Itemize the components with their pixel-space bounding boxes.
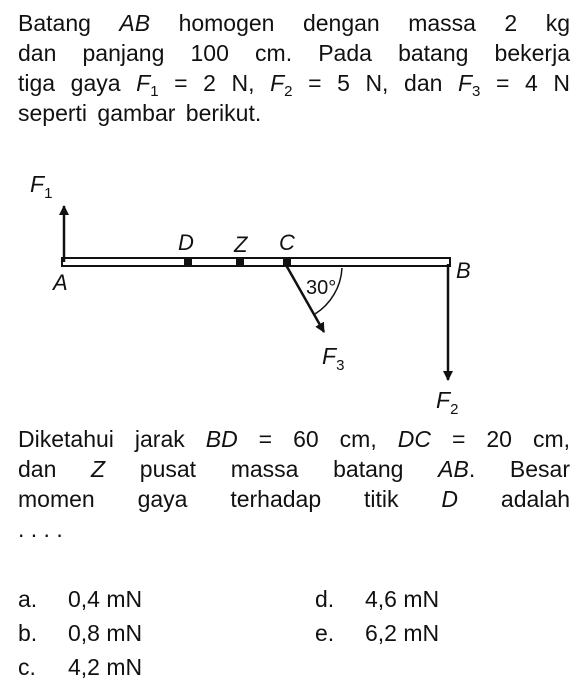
option-c[interactable] <box>18 654 142 681</box>
option-e[interactable] <box>315 620 439 647</box>
problem-intro <box>18 8 570 128</box>
point-z-marker <box>236 259 244 265</box>
intro-line-1: Batang AB homogen dengan massa 2 kg <box>18 10 570 36</box>
option-text: 6,2 mN <box>365 620 440 646</box>
option-text: 4,2 mN <box>68 654 143 680</box>
point-d-marker <box>184 259 192 265</box>
option-text: 4,6 mN <box>365 586 440 612</box>
label-a: A <box>53 270 68 295</box>
beam-diagram <box>0 160 586 422</box>
option-letter: c. <box>18 654 36 680</box>
option-d[interactable] <box>315 586 439 613</box>
label-f1: $F_1$ <box>30 171 53 202</box>
intro-line-4: seperti gambar berikut. <box>18 100 262 126</box>
option-letter: a. <box>18 586 38 612</box>
option-b[interactable] <box>18 620 142 647</box>
option-a[interactable] <box>18 586 142 613</box>
intro-line-2: dan panjang 100 cm. Pada batang bekerja <box>18 40 570 66</box>
intro-line-3: tiga gaya $F_1 = 2$ N, $F_2 = 5$ N, dan $F_3 = 4$ N <box>18 70 570 100</box>
option-text: 0,8 mN <box>68 620 143 646</box>
option-text: 0,4 mN <box>68 586 143 612</box>
problem-question <box>18 424 570 544</box>
question-line-4: . . . . <box>18 516 63 542</box>
label-f2: $F_2$ <box>436 387 459 418</box>
option-letter: b. <box>18 620 38 646</box>
question-line-2: dan Z pusat massa batang AB. Besar <box>18 456 570 482</box>
option-letter: d. <box>315 586 335 612</box>
label-c: C <box>279 230 295 255</box>
label-b: B <box>456 258 471 283</box>
option-letter: e. <box>315 620 335 646</box>
point-c-marker <box>283 259 291 265</box>
label-d: D <box>178 230 194 255</box>
label-z: Z <box>234 232 248 257</box>
question-line-3: momen gaya terhadap titik D adalah <box>18 486 570 512</box>
label-angle: 30° <box>306 277 337 299</box>
beam-ab <box>62 258 450 266</box>
label-f3: $F_3$ <box>322 343 345 374</box>
question-line-1: Diketahui jarak BD = 60 cm, DC = 20 cm, <box>18 426 571 452</box>
